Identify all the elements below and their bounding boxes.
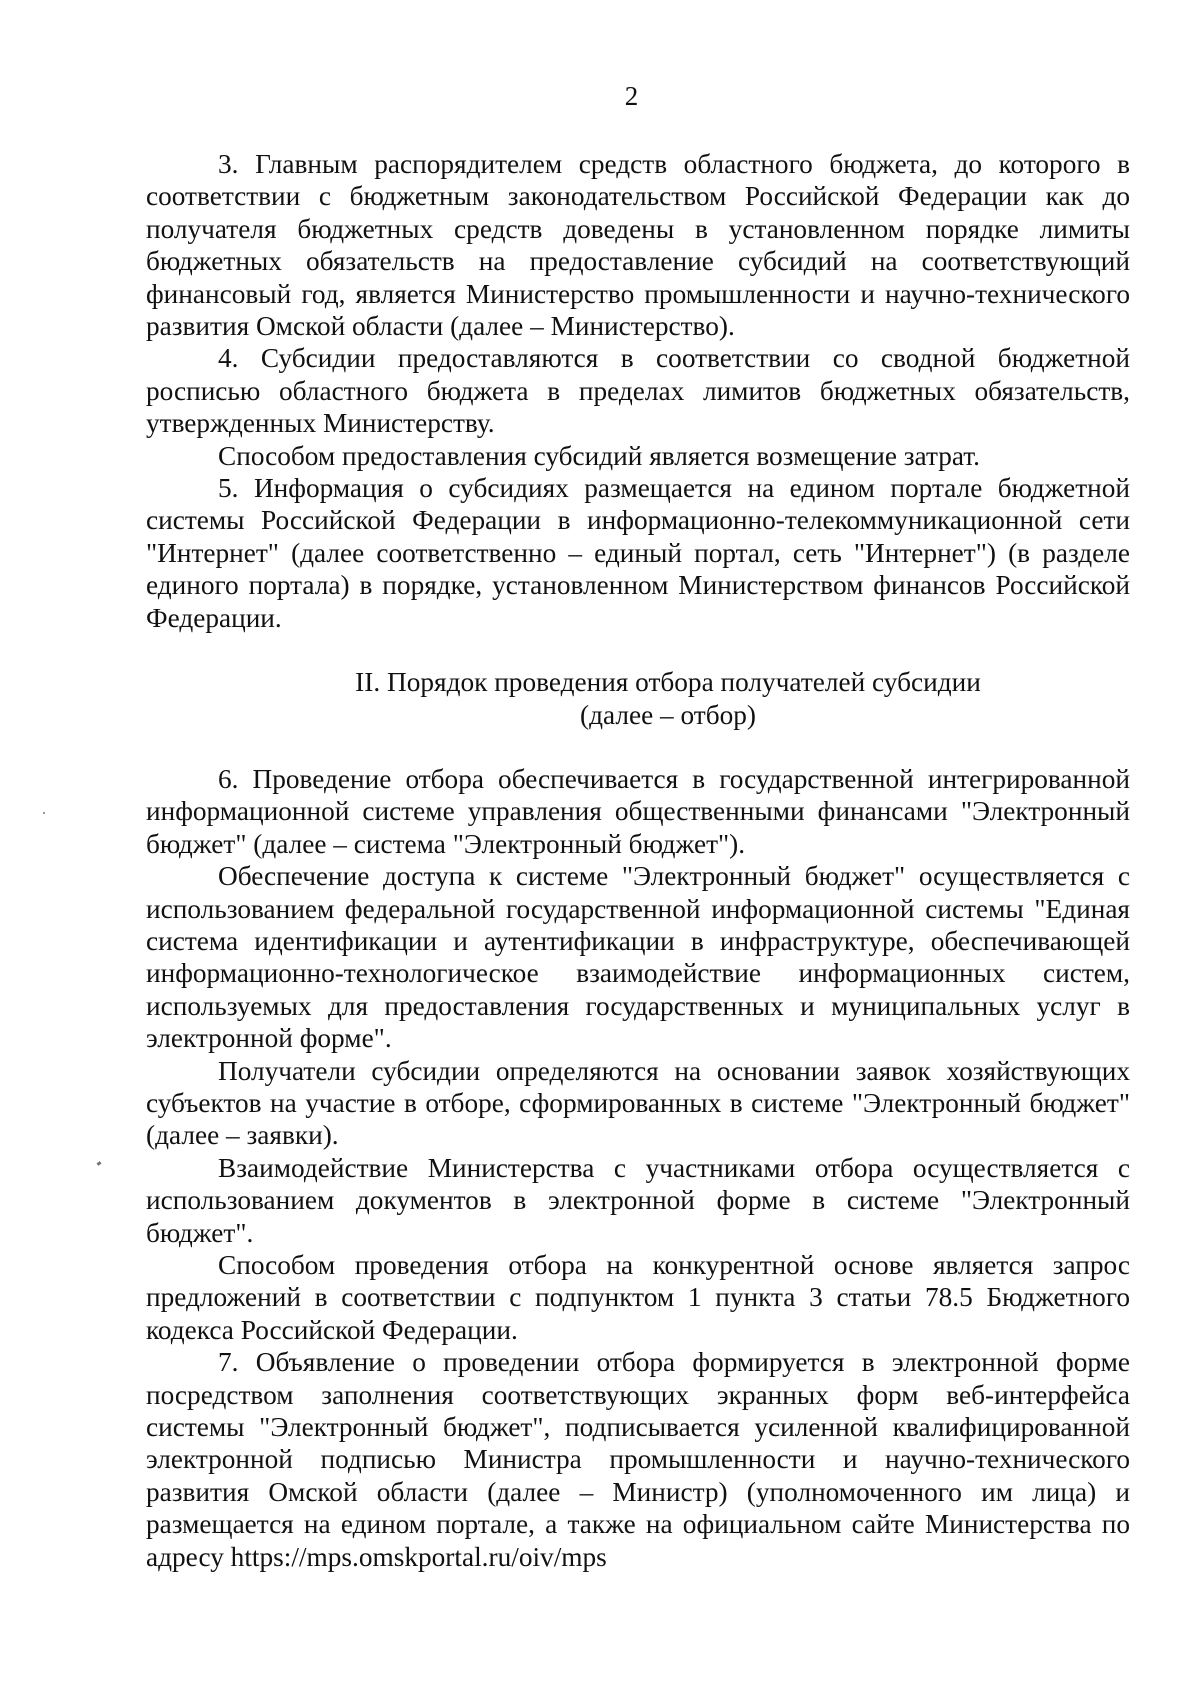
paragraph-recipients: Получатели субсидии определяются на основании заявок хозяйствующих субъектов на участие в отборе, сформированных в системе "Электронный бюджет" (далее – заявки).: [146, 1055, 1130, 1151]
paragraph-selection-method: Способом проведения отбора на конкурентной основе является запрос предложений в соответствии с подпунктом 1 пункта 3 статьи 78.5 Бюджетного кодекса Российской Федерации.: [146, 1250, 1130, 1345]
paragraph-interaction: Взаимодействие Министерства с участниками отбора осуществляется с использованием документов в электронной форме в системе "Электронный бюджет".: [146, 1152, 1130, 1248]
paragraph-access: Обеспечение доступа к системе "Электронный бюджет" осуществляется с использованием федеральной государственной информационной системы "Единая система идентификации и аутентификации в инфраструктуре, обеспечивающей информационно-технологическое взаимодействие информационных систем, используемых для предоставления государственных и муниципальных услуг в электронной форме".: [146, 861, 1130, 1054]
paragraph-item-4: 4. Субсидии предоставляются в соответствии со сводной бюджетной росписью областного бюджета в пределах лимитов бюджетных обязательств, утвержденных Министерству.: [146, 343, 1130, 439]
paragraph-item-3: 3. Главным распорядителем средств областного бюджета, до которого в соответствии с бюджетным законодательством Российской Федерации как до получателя бюджетных средств доведены в установленном порядке лимиты бюджетных обязательств на предоставление субсидий на соответствующий финансовый год, является Министерство промышленности и научно-технического развития Омской области (далее – Министерство).: [146, 149, 1130, 342]
scan-mark: [97, 1161, 102, 1166]
section-heading: [146, 666, 1130, 731]
section-heading-line2: (далее – отбор): [580, 699, 756, 730]
page-number: 2: [624, 81, 639, 111]
document-body: [146, 148, 1130, 1573]
paragraph-item-7: 7. Объявление о проведении отбора формируется в электронной форме посредством заполнения соответствующих экранных форм веб-интерфейса системы "Электронный бюджет", подписывается усиленной квалифицированной электронной подписью Министра промышленности и научно-технического развития Омской области (далее – Министр) (уполномоченного им лица) и размещается на едином портале, а также на официальном сайте Министерства по адресу https://mps.omskportal.ru/oiv/mps: [146, 1347, 1130, 1572]
paragraph-item-6: 6. Проведение отбора обеспечивается в государственной интегрированной информационной системе управления общественными финансами "Электронный бюджет" (далее – система "Электронный бюджет").: [146, 763, 1130, 859]
paragraph-item-5: 5. Информация о субсидиях размещается на едином портале бюджетной системы Российской Федерации в информационно-телекоммуникационной сети "Интернет" (далее соответственно – единый портал, сеть "Интернет") (в разделе единого портала) в порядке, установленном Министерством финансов Российской Федерации.: [146, 473, 1130, 633]
paragraph-subsidy-method: Способом предоставления субсидий является возмещение затрат.: [218, 440, 980, 471]
scan-dot: [43, 812, 45, 814]
section-heading-line1: II. Порядок проведения отбора получателей субсидии: [355, 667, 981, 698]
